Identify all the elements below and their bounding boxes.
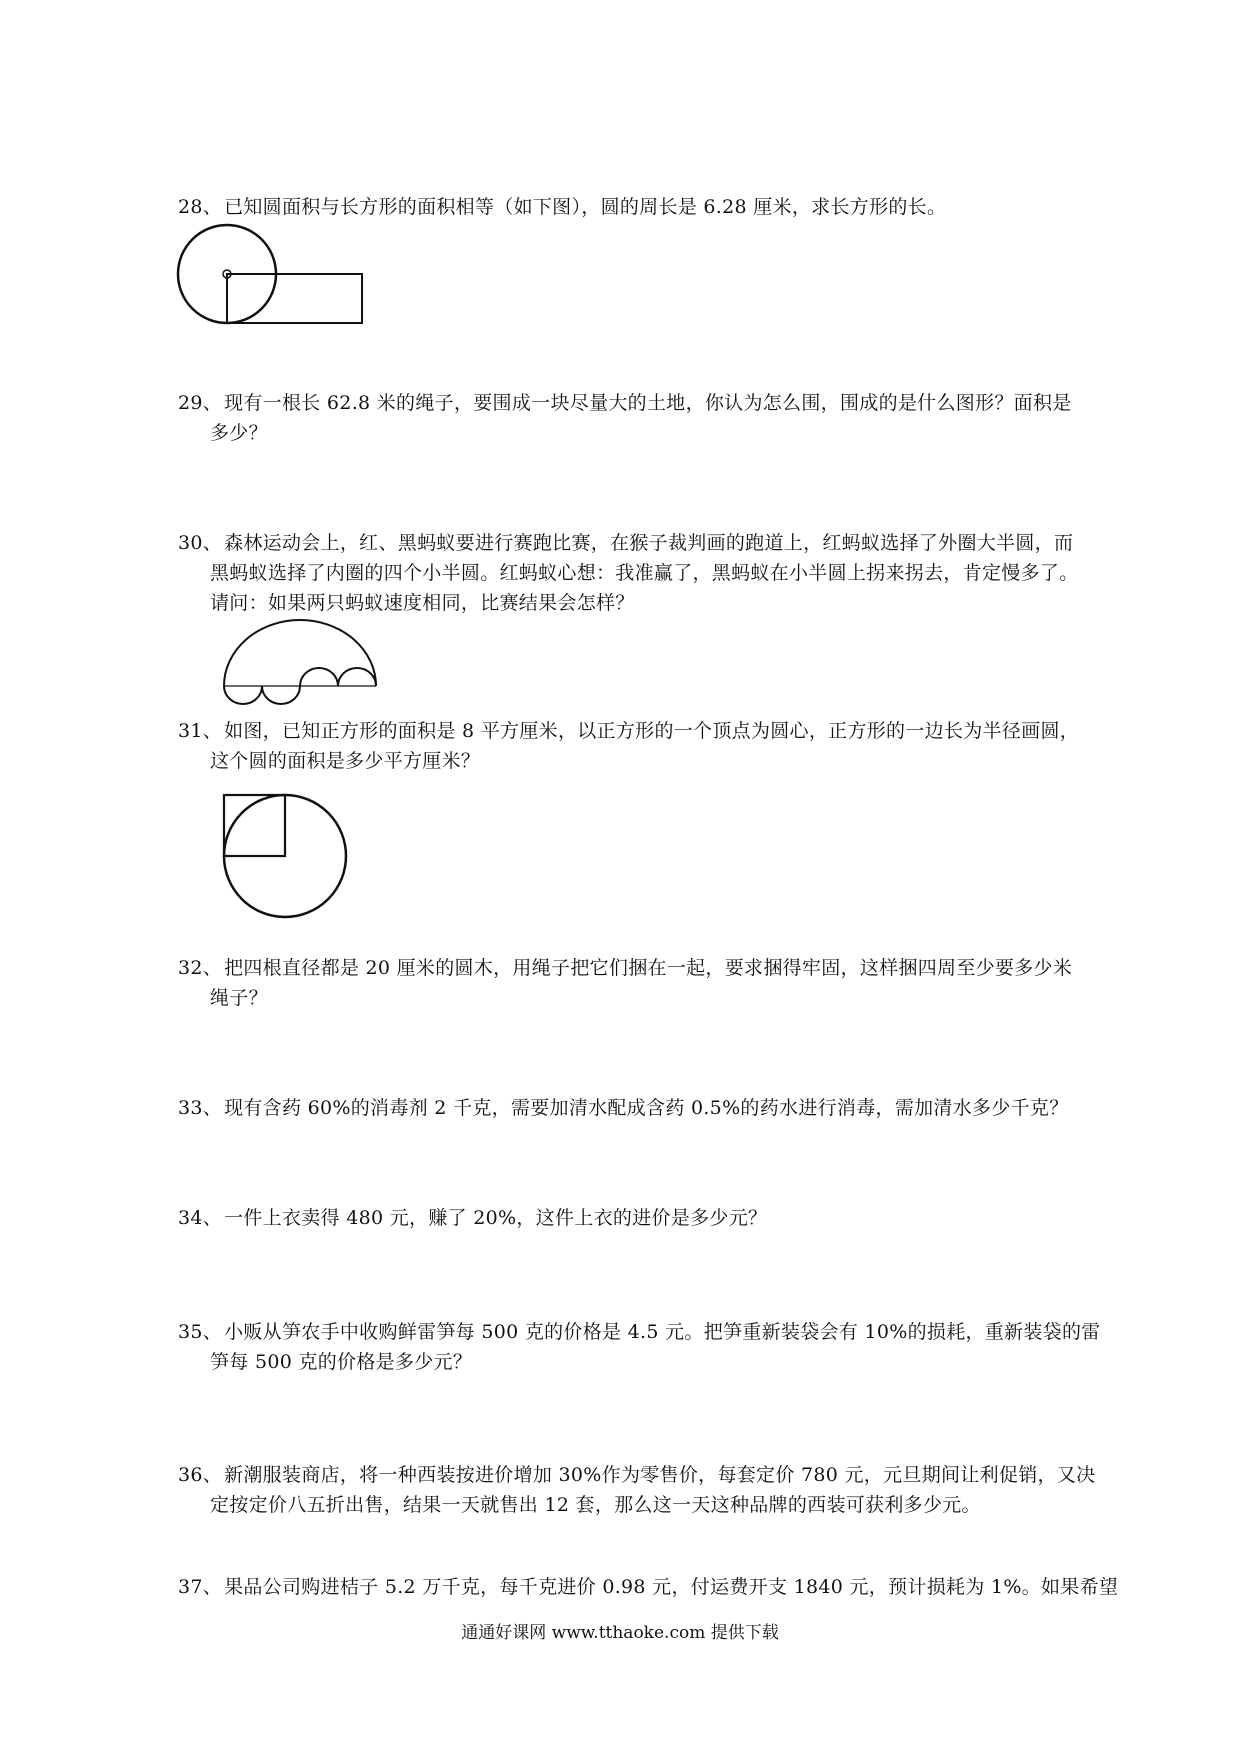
question-text-continued: 黑蚂蚁选择了内圈的四个小半圆。红蚂蚁心想：我准赢了，黑蚂蚁在小半圆上拐来拐去，肯定慢多了。 [210, 562, 1079, 584]
question-number: 33、 [178, 1097, 223, 1119]
question-35 [178, 1317, 1188, 1377]
question-31 [178, 716, 1188, 776]
question-28 [178, 192, 1188, 222]
question-text-continued: 请问：如果两只蚂蚁速度相同，比赛结果会怎样？ [210, 592, 635, 614]
question-text-continued: 定按定价八五折出售，结果一天就售出 12 套，那么这一天这种品牌的西装可获利多少元。 [210, 1494, 981, 1516]
question-number: 31、 [178, 720, 223, 742]
question-37 [178, 1572, 1188, 1602]
question-30 [178, 528, 1188, 618]
question-number: 36、 [178, 1464, 223, 1486]
question-text: 已知圆面积与长方形的面积相等（如下图），圆的周长是 6.28 厘米，求长方形的长。 [224, 196, 947, 218]
question-number: 34、 [178, 1207, 223, 1229]
question-text: 如图，已知正方形的面积是 8 平方厘米，以正方形的一个顶点为圆心，正方形的一边长为半径画圆， [224, 720, 1080, 742]
page-footer: 通通好课网 www.tthaoke.com 提供下载 [461, 1623, 779, 1643]
question-number: 32、 [178, 957, 223, 979]
question-text: 小贩从笋农手中收购鲜雷笋每 500 克的价格是 4.5 元。把笋重新装袋会有 10%的损耗，重新装袋的雷 [224, 1321, 1101, 1343]
question-34 [178, 1203, 1188, 1233]
circle-rectangle-figure [178, 222, 368, 334]
semicircle-track-figure [222, 618, 380, 708]
question-number: 35、 [178, 1321, 223, 1343]
question-text: 现有含药 60%的消毒剂 2 千克，需要加清水配成含药 0.5%的药水进行消毒，需加清水多少千克？ [224, 1097, 1069, 1119]
question-33 [178, 1093, 1188, 1123]
question-number: 29、 [178, 392, 223, 414]
question-29 [178, 388, 1188, 448]
question-text-continued: 笋每 500 克的价格是多少元？ [210, 1351, 473, 1373]
question-36 [178, 1460, 1188, 1520]
question-text-continued: 绳子？ [210, 987, 268, 1009]
question-number: 37、 [178, 1576, 223, 1598]
question-text: 把四根直径都是 20 厘米的圆木，用绳子把它们捆在一起，要求捆得牢固，这样捆四周至少要多少米 [224, 957, 1073, 979]
square-circle-figure [220, 792, 350, 922]
question-text: 一件上衣卖得 480 元，赚了 20%，这件上衣的进价是多少元？ [224, 1207, 768, 1229]
question-text-continued: 这个圆的面积是多少平方厘米？ [210, 750, 481, 772]
question-number: 30、 [178, 532, 223, 554]
question-text: 现有一根长 62.8 米的绳子，要围成一块尽量大的土地，你认为怎么围，围成的是什么图形？面积是 [224, 392, 1072, 414]
question-text: 森林运动会上，红、黑蚂蚁要进行赛跑比赛，在猴子裁判画的跑道上，红蚂蚁选择了外圈大半圆，而 [224, 532, 1074, 554]
question-32 [178, 953, 1188, 1013]
question-number: 28、 [178, 196, 223, 218]
question-text: 新潮服装商店，将一种西装按进价增加 30%作为零售价，每套定价 780 元，元旦期间让利促销，又决 [224, 1464, 1096, 1486]
question-text: 果品公司购进桔子 5.2 万千克，每千克进价 0.98 元，付运费开支 1840 元，预计损耗为 1%。如果希望 [224, 1576, 1119, 1598]
question-text-continued: 多少？ [210, 422, 268, 444]
